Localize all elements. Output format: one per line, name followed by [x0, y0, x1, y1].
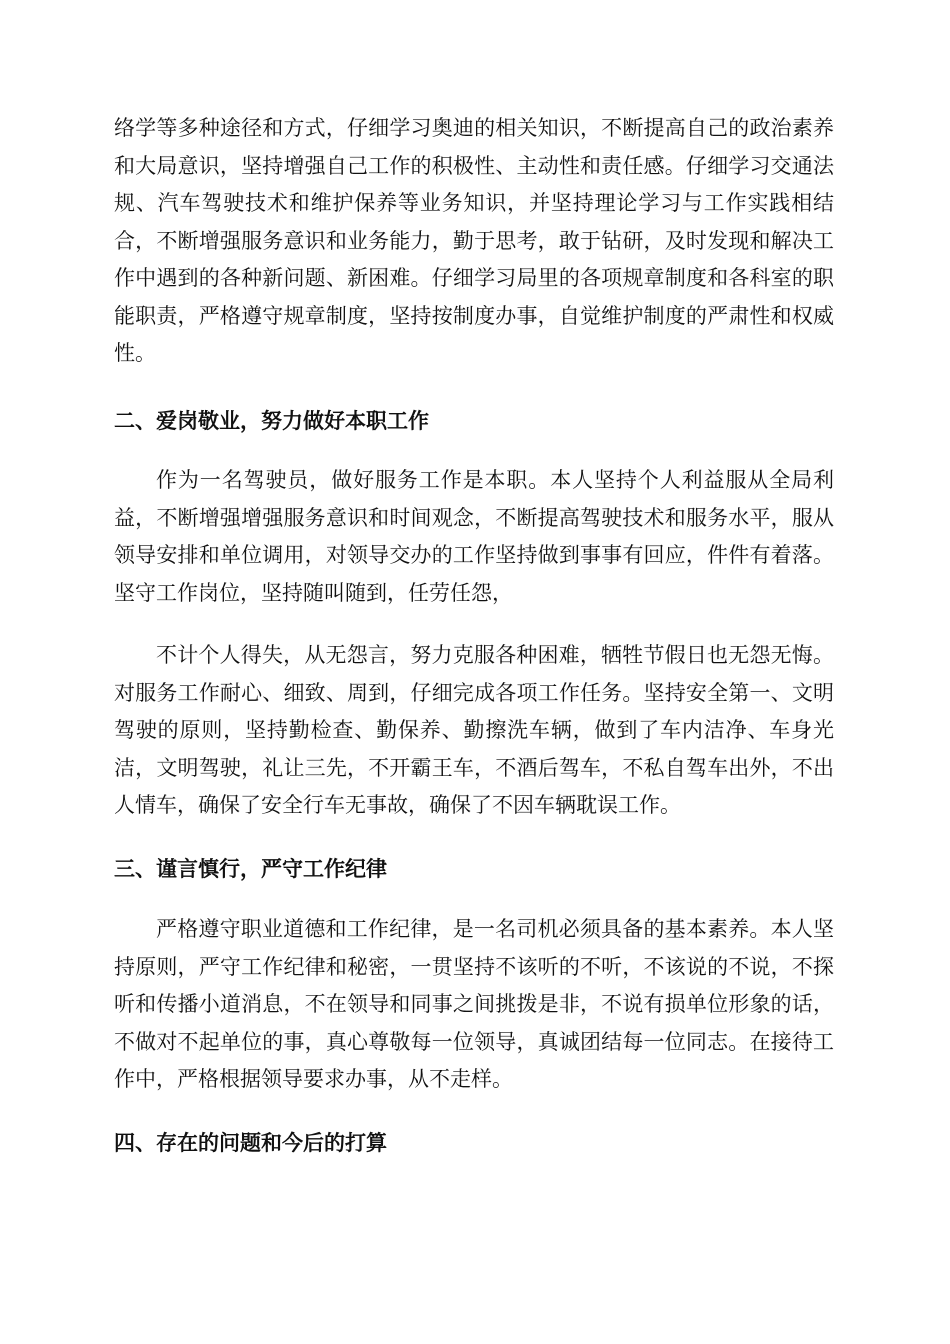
section-heading: 三、谨言慎行，严守工作纪律 — [114, 855, 387, 881]
body-paragraph: 不计个人得失，从无怨言，努力克服各种困难，牺牲节假日也无怨无悔。对服务工作耐心、细致、周到，仔细完成各项工作任务。坚持安全第一、文明驾驶的原则，坚持勤检查、勤保养、勤擦洗车辆，做到了车内洁净、车身光洁，文明驾驶，礼让三先，不开霸王车，不酒后驾车，不私自驾车出外，不出人情车，确保了安全行车无事故，确保了不因车辆耽误工作。 — [114, 643, 834, 817]
body-paragraph: 严格遵守职业道德和工作纪律，是一名司机必须具备的基本素养。本人坚持原则，严守工作纪律和秘密，一贯坚持不该听的不听，不该说的不说，不探听和传播小道消息，不在领导和同事之间挑拨是非，不说有损单位形象的话，不做对不起单位的事，真心尊敬每一位领导，真诚团结每一位同志。在接待工作中，严格根据领导要求办事，从不走样。 — [114, 917, 834, 1091]
document-body — [114, 110, 834, 1161]
section-heading: 四、存在的问题和今后的打算 — [114, 1129, 387, 1155]
section-heading: 二、爱岗敬业，努力做好本职工作 — [114, 407, 429, 433]
body-paragraph: 作为一名驾驶员，做好服务工作是本职。本人坚持个人利益服从全局利益，不断增强增强服务意识和时间观念，不断提高驾驶技术和服务水平，服从领导安排和单位调用，对领导交办的工作坚持做到事事有回应，件件有着落。坚守工作岗位，坚持随叫随到，任劳任怨， — [114, 468, 834, 605]
body-paragraph: 络学等多种途径和方式，仔细学习奥迪的相关知识，不断提高自己的政治素养和大局意识，坚持增强自己工作的积极性、主动性和责任感。仔细学习交通法规、汽车驾驶技术和维护保养等业务知识，并坚持理论学习与工作实践相结合，不断增强服务意识和业务能力，勤于思考，敢于钻研，及时发现和解决工作中遇到的各种新问题、新困难。仔细学习局里的各项规章制度和各科室的职能职责，严格遵守规章制度，坚持按制度办事，自觉维护制度的严肃性和权威性。 — [114, 116, 834, 365]
